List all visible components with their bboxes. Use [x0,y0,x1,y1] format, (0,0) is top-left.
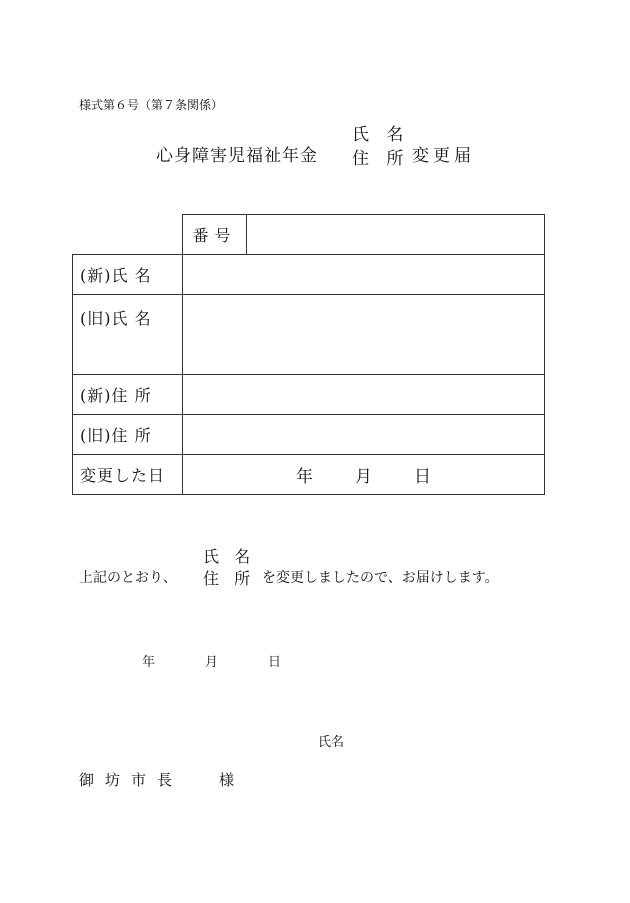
new-name-label: (新)氏 名 [73,255,183,295]
change-date-field[interactable] [183,455,545,495]
table-row-change-date [73,455,545,495]
table-row-old-address [73,415,545,455]
submission-day: 日 [268,655,282,670]
form-title: 心身障害児福祉年金 [156,146,318,166]
application-table [72,214,545,495]
submission-month: 月 [205,655,219,670]
statement-option-address: 住 所 [203,569,256,588]
statement-prefix: 上記のとおり、 [79,570,177,586]
title-option-address: 住 所 [352,149,410,169]
change-date-label: 変更した日 [73,455,183,495]
new-name-field[interactable] [183,255,545,295]
title-option-name: 氏 名 [352,125,410,145]
addressee-name: 御坊市長 [79,771,184,789]
table-blank-cell [73,215,183,255]
number-label: 番号 [183,215,247,255]
form-number: 様式第６号（第７条関係） [79,98,224,112]
new-address-label: (新)住 所 [73,375,183,415]
change-date-month: 月 [355,467,372,487]
table-row-old-name [73,295,545,375]
title-suffix: 変更届 [412,146,475,166]
signature-label: 氏名 [318,735,345,750]
new-address-field[interactable] [183,375,545,415]
old-name-field[interactable] [183,295,545,375]
title-option-stack [352,123,409,171]
statement-suffix: を変更しましたので、お届けします。 [262,570,499,586]
old-name-label: (旧)氏 名 [73,295,183,375]
addressee-honorific: 様 [219,771,235,789]
number-field[interactable] [247,215,545,255]
statement-option-stack [203,546,255,590]
submission-year: 年 [142,655,156,670]
change-date-day: 日 [414,467,431,487]
table-row-number [73,215,545,255]
old-address-field[interactable] [183,415,545,455]
statement-option-name: 氏 名 [203,547,256,566]
old-address-label: (旧)住 所 [73,415,183,455]
table-row-new-name [73,255,545,295]
change-date-year: 年 [296,467,313,487]
table-row-new-address [73,375,545,415]
